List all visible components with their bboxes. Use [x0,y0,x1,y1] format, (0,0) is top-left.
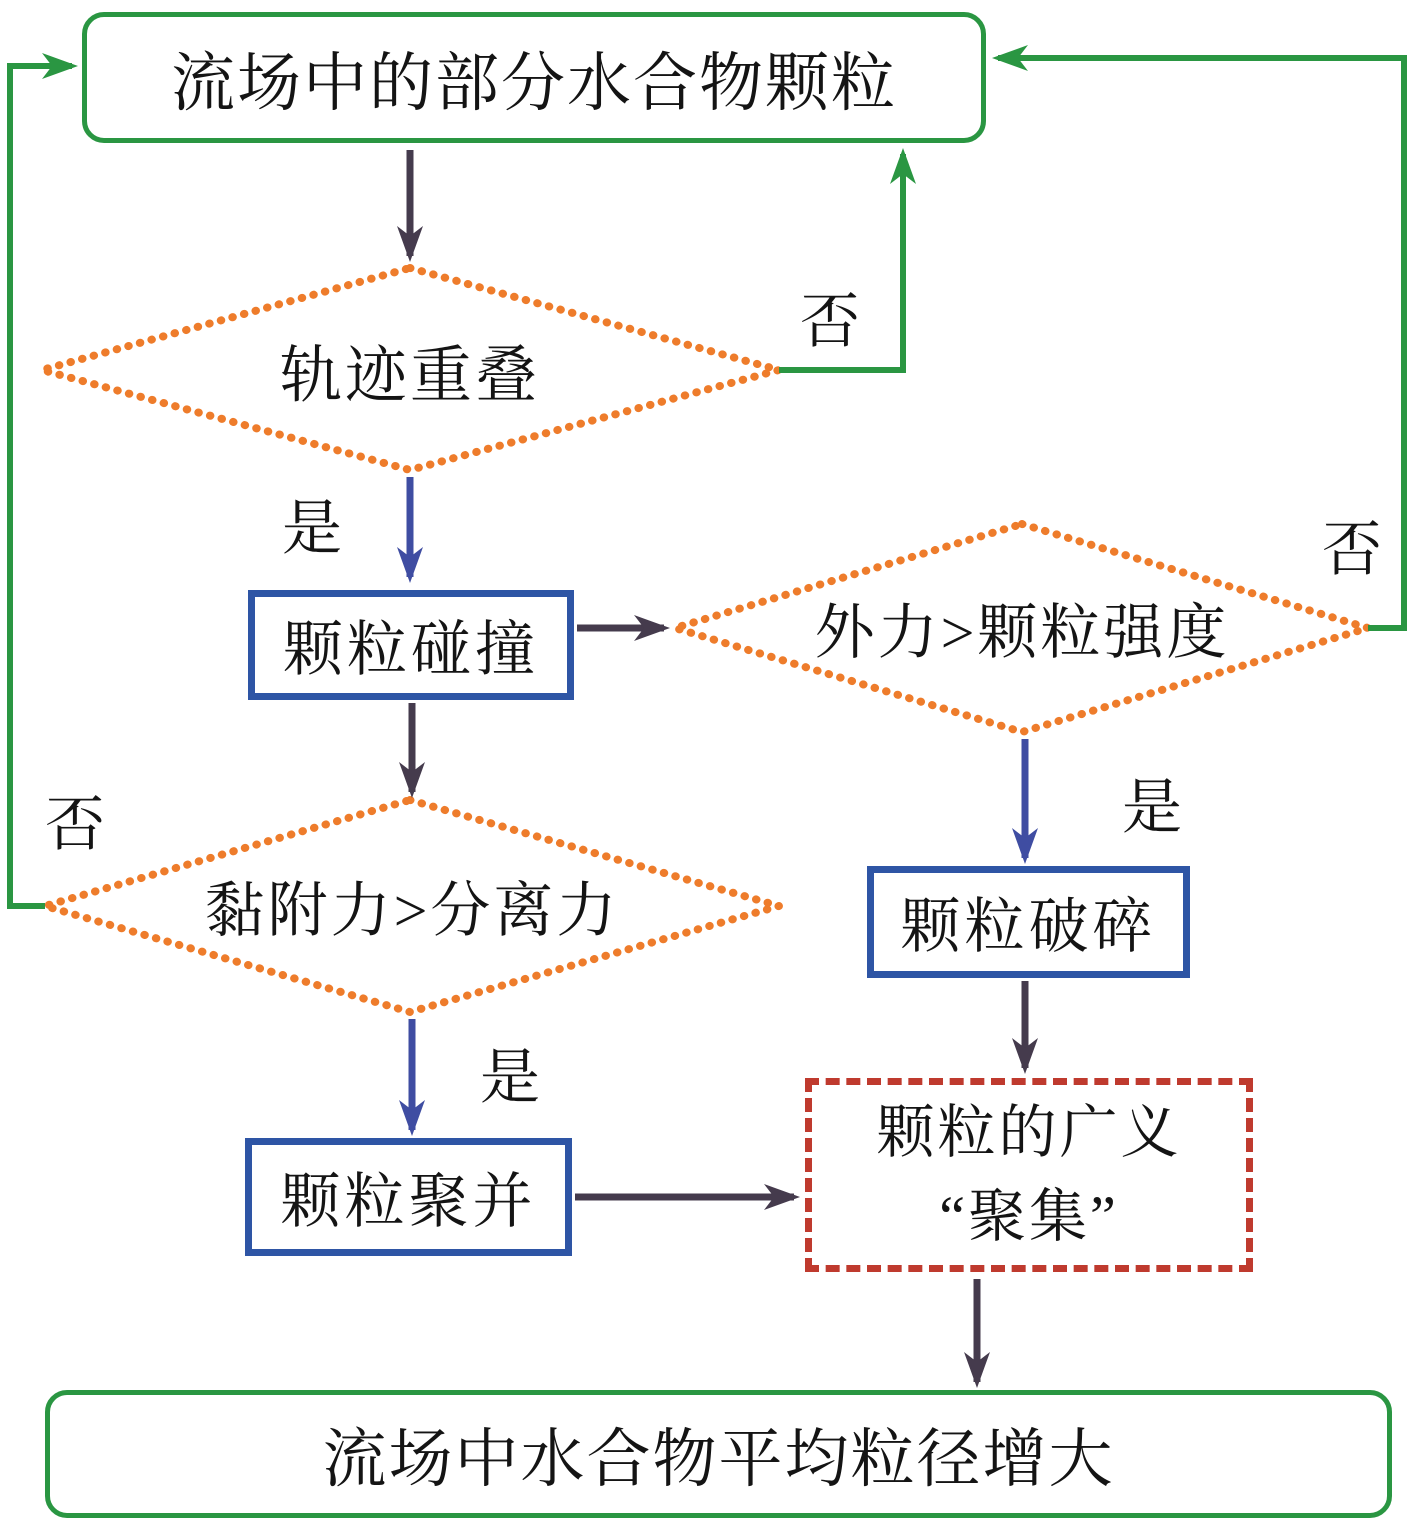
node-force-vs-strength-label: 外力>颗粒强度 [814,600,1230,666]
node-start-label: 流场中的部分水合物颗粒 [171,47,897,119]
edge-label-force-yes: 是 [1122,775,1182,841]
edge-label-adhesion-yes: 是 [480,1045,540,1111]
node-trajectory-overlap-label: 轨迹重叠 [279,342,541,411]
node-generalized-aggregation-line1: 颗粒的广义 [876,1099,1182,1165]
node-particle-coalescence-label: 颗粒聚并 [280,1169,537,1235]
node-particle-breakage [867,866,1190,978]
edge-label-force-no: 否 [1322,517,1382,583]
node-end [45,1390,1392,1518]
node-particle-collision [248,590,574,700]
node-particle-breakage-label: 颗粒破碎 [900,894,1157,960]
edge-label-adhesion-no: 否 [45,792,105,858]
node-adhesion-vs-separation-label: 黏附力>分离力 [204,878,620,944]
node-start [82,12,986,143]
edge-label-trajectory-yes: 是 [282,496,342,562]
node-end-label: 流场中水合物平均粒径增大 [322,1424,1115,1495]
edge-label-trajectory-no: 否 [800,289,860,355]
node-generalized-aggregation [805,1078,1253,1272]
node-generalized-aggregation-line2: “聚集” [939,1184,1119,1249]
node-particle-collision-label: 颗粒碰撞 [283,617,539,683]
node-particle-coalescence [245,1138,572,1256]
